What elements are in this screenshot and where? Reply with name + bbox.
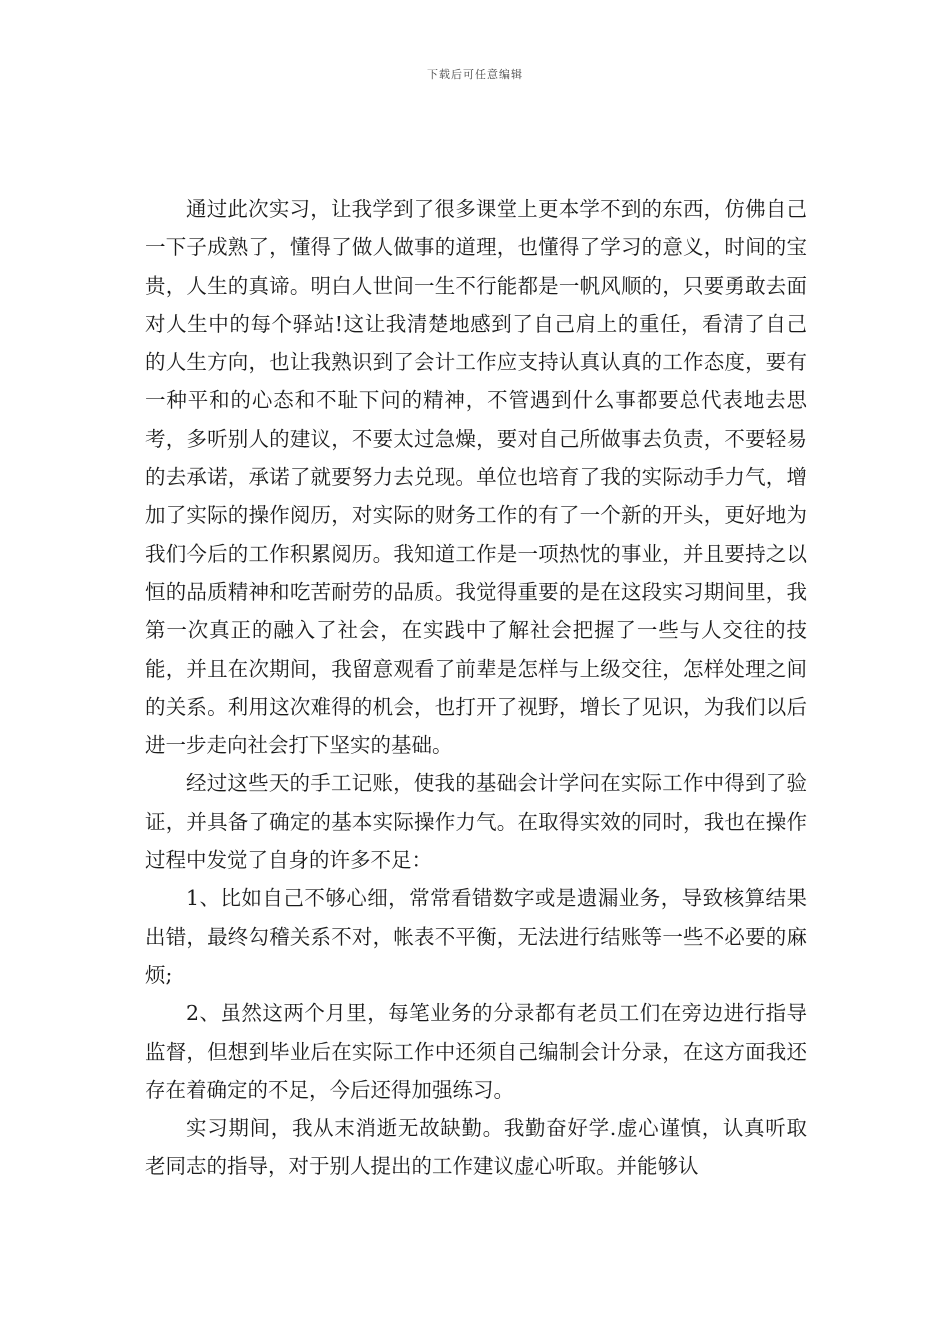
paragraph-3: 1、比如自己不够心细，常常看错数字或是遗漏业务，导致核算结果出错，最终勾稽关系不对，帐表不平衡，无法进行结账等一些不必要的麻烦; — [145, 886, 807, 987]
paragraph-4: 2、虽然这两个月里，每笔业务的分录都有老员工们在旁边进行指导监督，但想到毕业后在实际工作中还须自己编制会计分录，在这方面我还存在着确定的不足，今后还得加强练习。 — [145, 1001, 807, 1102]
paragraph-1: 通过此次实习，让我学到了很多课堂上更本学不到的东西，仿佛自己一下子成熟了，懂得了做人做事的道理，也懂得了学习的意义，时间的宝贵，人生的真谛。明白人世间一生不行能都是一帆风顺的，只要勇敢去面对人生中的每个驿站!这让我清楚地感到了自己肩上的重任，看清了自己的人生方向，也让我熟识到了会计工作应支持认真认真的工作态度，要有一种平和的心态和不耻下问的精神，不管遇到什么事都要总代表地去思考，多听别人的建议，不要太过急燥，要对自己所做事去负责，不要轻易的去承诺，承诺了就要努力去兑现。单位也培育了我的实际动手力气，增加了实际的操作阅历，对实际的财务工作的有了一个新的开头，更好地为我们今后的工作积累阅历。我知道工作是一项热忱的事业，并且要持之以恒的品质精神和吃苦耐劳的品质。我觉得重要的是在这段实习期间里，我第一次真正的融入了社会，在实践中了解社会把握了一些与人交往的技能，并且在次期间，我留意观看了前辈是怎样与上级交往，怎样处理之间的关系。利用这次难得的机会，也打开了视野，增长了见识，为我们以后进一步走向社会打下坚实的基础。 — [145, 197, 807, 758]
paragraph-2: 经过这些天的手工记账，使我的基础会计学问在实际工作中得到了验证，并具备了确定的基本实际操作力气。在取得实效的同时，我也在操作过程中发觉了自身的许多不足： — [145, 771, 807, 873]
page-header: 下载后可任意编辑 — [427, 68, 523, 81]
document-body — [145, 190, 807, 1186]
paragraph-5: 实习期间，我从末消逝无故缺勤。我勤奋好学.虚心谨慎，认真听取老同志的指导，对于别人提出的工作建议虚心听取。并能够认 — [145, 1116, 807, 1179]
